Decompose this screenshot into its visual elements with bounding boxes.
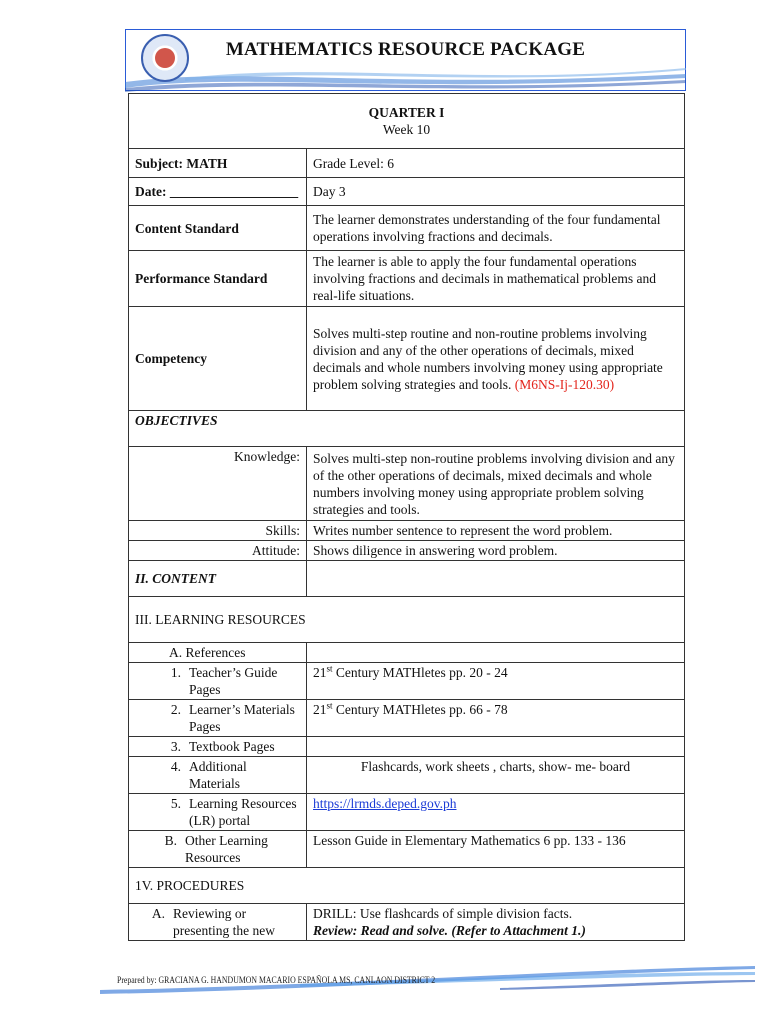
procedures-heading: 1V. PROCEDURES bbox=[129, 868, 685, 904]
item-number: 3. bbox=[170, 739, 181, 754]
references-value bbox=[307, 643, 685, 663]
drill-text: DRILL: Use flashcards of simple division facts. bbox=[313, 906, 573, 921]
learners-materials-value: 21st Century MATHletes pp. 66 - 78 bbox=[307, 700, 685, 737]
week-label: Week 10 bbox=[382, 122, 431, 137]
reviewing-cell bbox=[129, 904, 307, 941]
quarter-cell bbox=[129, 94, 685, 149]
item-label: Learning Resources (LR) portal bbox=[189, 796, 297, 828]
references-label: A. References bbox=[169, 645, 246, 660]
item-number: 4. bbox=[170, 759, 181, 774]
subject-label: Subject: MATH bbox=[129, 149, 307, 178]
lr-portal-link[interactable]: https://lrmds.deped.gov.ph bbox=[313, 796, 457, 811]
objectives-heading: OBJECTIVES bbox=[129, 411, 685, 447]
content-value bbox=[307, 561, 685, 597]
reviewing-value bbox=[307, 904, 685, 941]
content-heading: II. CONTENT bbox=[129, 561, 307, 597]
item-label: Textbook Pages bbox=[189, 739, 275, 754]
grade-level: Grade Level: 6 bbox=[307, 149, 685, 178]
lr-portal-cell bbox=[129, 794, 307, 831]
performance-standard-value: The learner is able to apply the four fundamental operations involving fractions and decimals in mathematical problems and real-life situations. bbox=[307, 251, 685, 307]
date-label: Date: ___________________ bbox=[129, 178, 307, 206]
competency-code: (M6NS-Ij-120.30) bbox=[514, 376, 615, 392]
knowledge-label: Knowledge: bbox=[129, 447, 307, 521]
skills-value: Writes number sentence to represent the word problem. bbox=[307, 521, 685, 541]
additional-materials-cell bbox=[129, 757, 307, 794]
performance-standard-label: Performance Standard bbox=[129, 251, 307, 307]
day-value: Day 3 bbox=[307, 178, 685, 206]
item-number: 1. bbox=[170, 665, 181, 680]
textbook-value bbox=[307, 737, 685, 757]
item-label: Teacher’s Guide Pages bbox=[189, 665, 278, 697]
page-title: MATHEMATICS RESOURCE PACKAGE bbox=[225, 39, 586, 60]
learning-resources-heading: III. LEARNING RESOURCES bbox=[129, 597, 685, 643]
footer-prepared-by: Prepared by: GRACIANA G. HANDUMON MACARIO ESPAÑOLA MS, CANLAON DISTRICT 2 bbox=[117, 976, 436, 986]
other-resources-cell bbox=[129, 831, 307, 868]
competency-cell bbox=[307, 307, 685, 411]
attitude-value: Shows diligence in answering word problem. bbox=[307, 541, 685, 561]
review-text: Review: Read and solve. (Refer to Attachment 1.) bbox=[313, 923, 586, 938]
teachers-guide-cell bbox=[129, 663, 307, 700]
competency-label: Competency bbox=[129, 307, 307, 411]
textbook-cell bbox=[129, 737, 307, 757]
learners-materials-cell bbox=[129, 700, 307, 737]
item-label: Additional Materials bbox=[189, 759, 247, 791]
item-number: 2. bbox=[170, 702, 181, 717]
additional-materials-value: Flashcards, work sheets , charts, show- me- board bbox=[307, 757, 685, 794]
attitude-label: Attitude: bbox=[129, 541, 307, 561]
references-cell bbox=[129, 643, 307, 663]
competency-value: Solves multi-step routine and non-routine problems involving division and any of the other operations of decimals, mixed decimals and whole numbers involving money using appropriate problem solving strategies and tools. bbox=[313, 325, 663, 392]
content-standard-value: The learner demonstrates understanding of the four fundamental operations involving fractions and decimals. bbox=[307, 206, 685, 251]
teachers-guide-value: 21st Century MATHletes pp. 20 - 24 bbox=[307, 663, 685, 700]
lr-portal-cell-value bbox=[307, 794, 685, 831]
header-swoosh bbox=[125, 60, 686, 96]
item-label: Other Learning Resources bbox=[185, 833, 268, 865]
deped-seal-logo bbox=[141, 34, 189, 82]
item-label: Learner’s Materials Pages bbox=[189, 702, 295, 734]
other-resources-value: Lesson Guide in Elementary Mathematics 6 pp. 133 - 136 bbox=[307, 831, 685, 868]
item-letter: B. bbox=[164, 833, 177, 848]
item-label: Reviewing or presenting the new bbox=[173, 906, 275, 938]
item-letter: A. bbox=[151, 906, 165, 921]
knowledge-value: Solves multi-step non-routine problems involving division and any of the other operations of decimals, mixed decimals and whole numbers involving money using appropriate problem solving strategies and tools. bbox=[307, 447, 685, 521]
quarter-title: QUARTER I bbox=[368, 105, 445, 120]
item-number: 5. bbox=[170, 796, 181, 811]
content-standard-label: Content Standard bbox=[129, 206, 307, 251]
lesson-plan-table bbox=[128, 93, 685, 941]
skills-label: Skills: bbox=[129, 521, 307, 541]
